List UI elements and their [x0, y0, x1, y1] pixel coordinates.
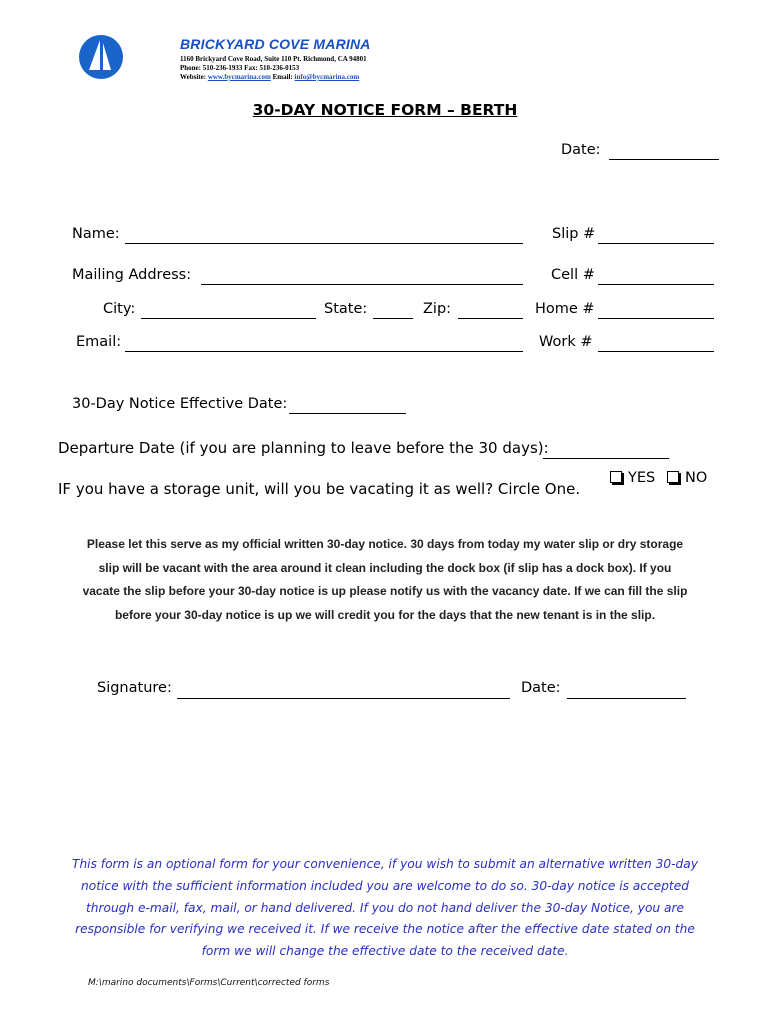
- date-label: Date:: [561, 142, 601, 158]
- notice-paragraph: Please let this serve as my official written 30-day notice. 30 days from today my water slip or dry storage slip will be vacant with the area around it clean including the dock box (if slip has a dock box). If you vacate the slip before your 30-day notice is up please notify us with the vacancy date. If we can fill the slip before your 30-day notice is up we will credit you for the days that the new tenant is in the slip.: [82, 537, 688, 622]
- no-checkbox[interactable]: [667, 471, 679, 483]
- cell-field[interactable]: [598, 284, 714, 285]
- departure-date-field[interactable]: [543, 458, 669, 459]
- effective-date-label: 30-Day Notice Effective Date:: [72, 396, 288, 412]
- optional-form-note: This form is an optional form for your convenience, if you wish to submit an alternative written 30-day notice with the sufficient information included you are welcome to do so. 30-day notice is accepted through e-mail, fax, mail, or hand delivered. If you do not hand deliver the 30-day Notice, you are responsible for verifying we received it. If we receive the notice after the effective date stated on the form we will change the effective date to the received date.: [72, 857, 698, 959]
- city-field[interactable]: [141, 318, 316, 319]
- signature-date-field[interactable]: [567, 698, 686, 699]
- mailing-address-label: Mailing Address:: [72, 267, 192, 283]
- work-label: Work #: [539, 334, 593, 350]
- yes-checkbox[interactable]: [610, 471, 622, 483]
- zip-label: Zip:: [423, 301, 452, 317]
- effective-date-field[interactable]: [289, 413, 406, 414]
- home-label: Home #: [535, 301, 595, 317]
- footer-file-path: M:\marino documents\Forms\Current\corrected forms: [88, 978, 330, 988]
- yes-label: YES: [628, 470, 656, 486]
- website-link[interactable]: www.bycmarina.com: [207, 73, 271, 81]
- work-field[interactable]: [598, 351, 714, 352]
- marina-address: 1160 Brickyard Cove Road, Suite 110 Pt. Richmond, CA 94801: [180, 55, 367, 63]
- city-label: City:: [103, 301, 136, 317]
- zip-field[interactable]: [458, 318, 523, 319]
- signature-field[interactable]: [177, 698, 510, 699]
- no-label: NO: [685, 470, 708, 486]
- state-field[interactable]: [373, 318, 413, 319]
- mailing-address-field[interactable]: [201, 284, 523, 285]
- yes-option[interactable]: [610, 470, 655, 486]
- name-field[interactable]: [125, 243, 523, 244]
- state-label: State:: [324, 301, 368, 317]
- name-label: Name:: [72, 226, 120, 242]
- email-label: Email:: [76, 334, 122, 350]
- slip-label: Slip #: [552, 226, 596, 242]
- signature-label: Signature:: [97, 680, 172, 696]
- email-link[interactable]: info@bycmarina.com: [294, 73, 360, 81]
- home-field[interactable]: [598, 318, 714, 319]
- marina-phone: Phone: 510-236-1933 Fax: 510-236-0153: [180, 64, 300, 72]
- storage-question: IF you have a storage unit, will you be vacating it as well? Circle One.: [58, 480, 581, 498]
- slip-field[interactable]: [598, 243, 714, 244]
- sailboat-logo-icon: [78, 34, 124, 80]
- email-field[interactable]: [125, 351, 523, 352]
- cell-label: Cell #: [551, 267, 595, 283]
- email-label: Email:: [272, 73, 293, 81]
- departure-date-label: Departure Date (if you are planning to leave before the 30 days):: [58, 439, 549, 457]
- no-option[interactable]: [667, 470, 707, 486]
- date-field[interactable]: [609, 159, 719, 160]
- website-label: Website:: [180, 73, 207, 81]
- marina-name: BRICKYARD COVE MARINA: [180, 36, 371, 52]
- marina-web-email: [180, 73, 359, 81]
- form-title: 30-DAY NOTICE FORM – BERTH: [252, 101, 518, 119]
- signature-date-label: Date:: [521, 680, 561, 696]
